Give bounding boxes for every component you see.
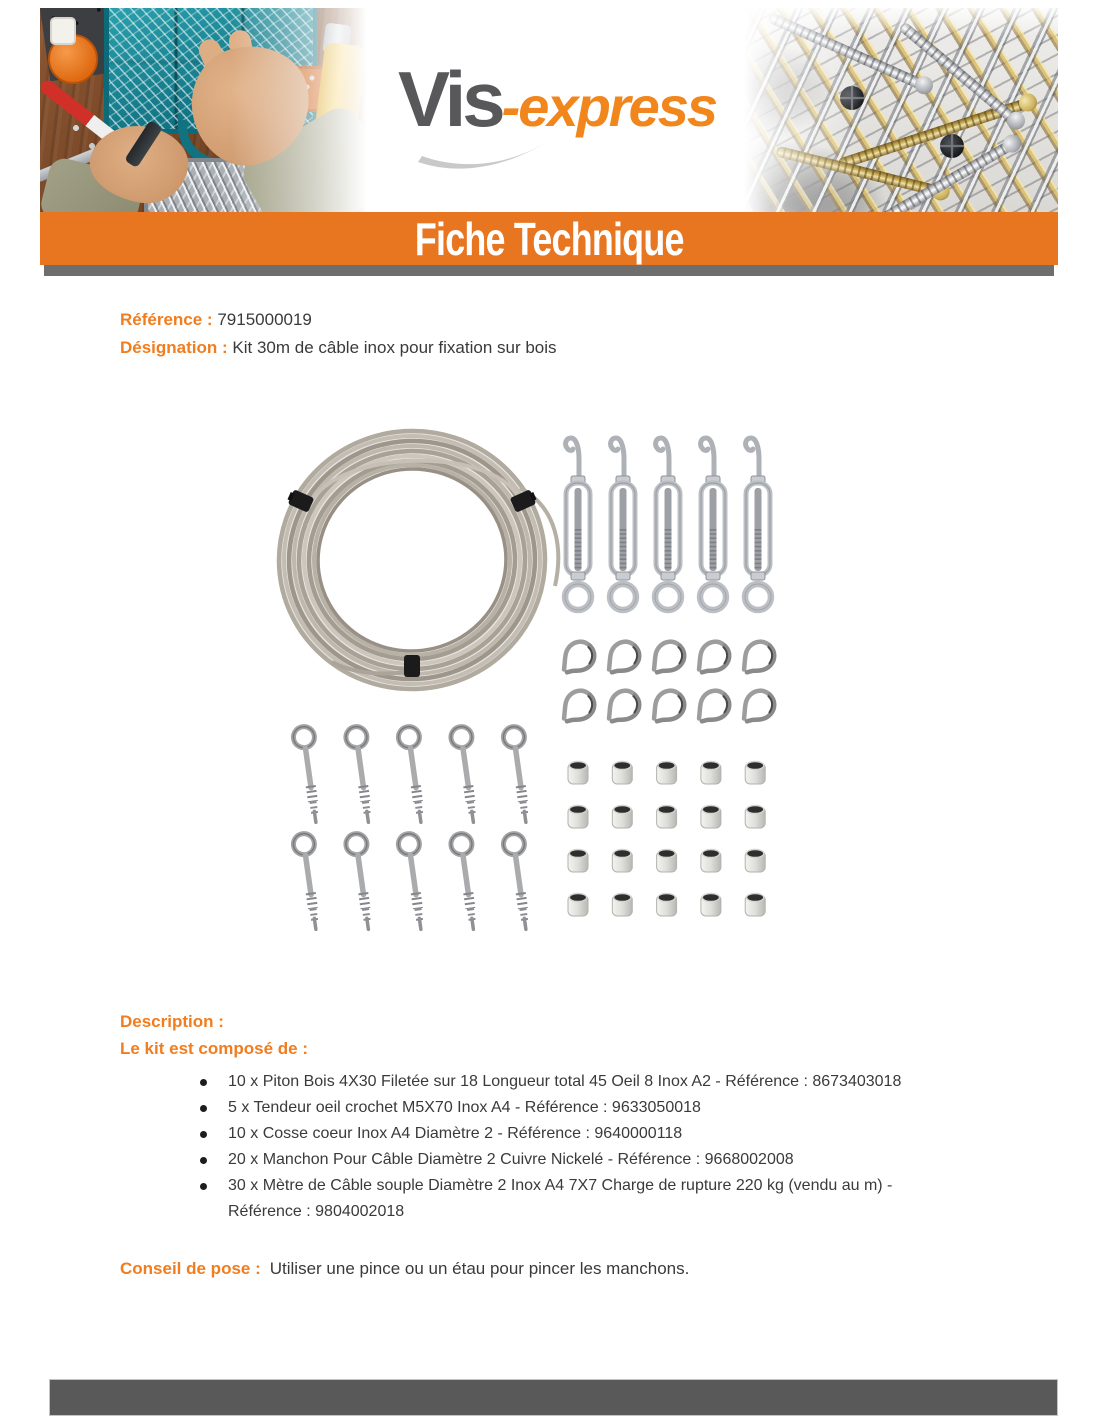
photo-detail bbox=[179, 33, 322, 176]
kit-photo bbox=[258, 400, 820, 948]
logo-swoosh-icon bbox=[414, 126, 564, 174]
kit-item: 20 x Manchon Pour Câble Diamètre 2 Cuivre Nickelé - Référence : 9668002008 bbox=[228, 1147, 928, 1173]
logo-text-vis: Vis bbox=[397, 55, 502, 143]
kit-item: 10 x Cosse coeur Inox A4 Diamètre 2 - Référence : 9640000118 bbox=[228, 1121, 928, 1147]
designation-value: Kit 30m de câble inox pour fixation sur bois bbox=[232, 338, 557, 357]
photo-detail bbox=[85, 119, 194, 209]
designation-line bbox=[120, 334, 557, 362]
photo-detail bbox=[40, 8, 145, 81]
photo-detail bbox=[775, 146, 943, 198]
description-section bbox=[120, 1008, 960, 1225]
photo-detail bbox=[50, 17, 76, 45]
description-title: Description : bbox=[120, 1012, 224, 1031]
photo-detail bbox=[837, 97, 1031, 169]
kit-item: 30 x Mètre de Câble souple Diamètre 2 Inox A4 7X7 Charge de rupture 220 kg (vendu au m) - Référence : 9804002018 bbox=[228, 1173, 928, 1225]
photo-detail bbox=[178, 120, 260, 167]
kit-item: 5 x Tendeur oeil crochet M5X70 Inox A4 - Référence : 9633050018 bbox=[228, 1095, 928, 1121]
product-identification bbox=[120, 306, 557, 362]
banner-shadow bbox=[44, 265, 1054, 276]
photo-detail bbox=[940, 134, 964, 158]
footer-bar bbox=[49, 1379, 1058, 1416]
reference-label: Référence : bbox=[120, 310, 213, 329]
screw-organizer-box bbox=[104, 8, 318, 134]
workbench-photo bbox=[40, 8, 370, 212]
advice-label: Conseil de pose : bbox=[120, 1259, 261, 1278]
kit-items-list bbox=[120, 1069, 928, 1225]
screwdriver bbox=[40, 78, 138, 160]
kit-item: 10 x Piton Bois 4X30 Filetée sur 18 Longueur total 45 Oeil 8 Inox A2 - Référence : 8673403018 bbox=[228, 1069, 928, 1095]
turnbuckles-group bbox=[565, 438, 771, 610]
eye-screws-group bbox=[292, 725, 536, 930]
photo-detail bbox=[40, 155, 146, 212]
cable-coil bbox=[272, 424, 558, 696]
photo-detail bbox=[236, 100, 370, 212]
photo-detail bbox=[195, 36, 236, 92]
logo-text-express: -express bbox=[501, 75, 717, 138]
advice-text: Utiliser une pince ou un étau pour pincer les manchons. bbox=[269, 1259, 690, 1278]
logo-area bbox=[370, 8, 744, 212]
photo-detail bbox=[898, 21, 1020, 126]
thimbles-group bbox=[555, 636, 779, 730]
wrench bbox=[40, 144, 109, 183]
header bbox=[40, 8, 1058, 212]
photo-detail bbox=[284, 66, 326, 112]
photo-detail bbox=[311, 42, 367, 164]
photo-detail bbox=[91, 137, 135, 181]
photo-detail bbox=[144, 158, 306, 212]
screws-photo bbox=[744, 8, 1058, 212]
banner-title-text: Fiche Technique bbox=[414, 212, 684, 265]
photo-detail bbox=[840, 86, 864, 110]
photo-detail bbox=[767, 12, 927, 91]
kit-illustration bbox=[258, 400, 820, 948]
photo-detail bbox=[322, 23, 351, 56]
kit-composition-title: Le kit est composé de : bbox=[120, 1039, 308, 1058]
photo-detail bbox=[124, 120, 163, 168]
designation-label: Désignation : bbox=[120, 338, 228, 357]
tape-measure bbox=[48, 34, 98, 84]
reference-value: 7915000019 bbox=[217, 310, 312, 329]
photo-detail bbox=[227, 29, 258, 88]
banner-title bbox=[40, 212, 1058, 265]
ferrules-group bbox=[568, 762, 765, 917]
advice-line bbox=[120, 1255, 689, 1282]
reference-line bbox=[120, 306, 557, 334]
photo-detail bbox=[872, 139, 1016, 212]
